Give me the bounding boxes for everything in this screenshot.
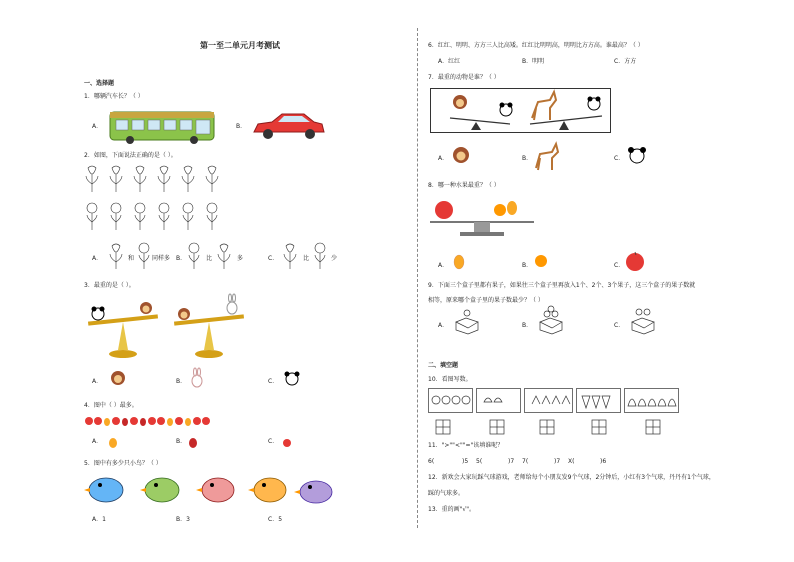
q11-item: 6( — [428, 458, 435, 465]
box-one-fruit-icon — [452, 308, 480, 334]
fruit-balance — [430, 196, 540, 240]
q2-a-and: 和 — [128, 255, 135, 262]
q11-item: )7 — [508, 458, 515, 465]
tulip-row — [84, 164, 234, 194]
q11-item: X( — [568, 458, 575, 465]
section-choice: 一、选择题 — [84, 80, 115, 87]
flower-row — [84, 202, 234, 232]
monkey-icon — [452, 146, 470, 164]
q6-option-b[interactable]: B．明明 — [522, 58, 545, 65]
car-image — [250, 110, 326, 142]
q3-option-a[interactable]: A． — [92, 378, 103, 385]
deer-icon — [534, 142, 560, 172]
q7-text: 7．最重的动物是谁？（ ） — [428, 74, 500, 81]
rabbit-icon — [190, 368, 204, 388]
q12-text-line1: 12．新欢会大家玩踩气球游戏，老师给每个小朋友发9个气球，2分钟后，小红有3个气球，丹丹有1个气球， — [428, 474, 715, 481]
q1-option-b[interactable]: B． — [236, 123, 247, 130]
flower-icon — [134, 242, 154, 270]
q11-item: )6 — [600, 458, 607, 465]
bus-image — [108, 108, 218, 144]
q6-text: 6．红红、明明、方方三人比高矮。红红比明明高，明明比方方高。谁最高？（ ） — [428, 42, 644, 49]
q4-text: 4．图中（ ）最多。 — [84, 402, 138, 409]
tulip-icon — [212, 242, 236, 270]
q2-c-than: 比 — [303, 255, 310, 262]
q2-option-c[interactable]: C． — [268, 255, 279, 262]
bird-row — [84, 470, 334, 508]
q7-option-c[interactable]: C． — [614, 155, 625, 162]
animal-balance-box — [430, 88, 612, 134]
q5-option-a[interactable]: A．1 — [92, 516, 106, 523]
q9-text-line1: 9．下面三个盒子里都有果子，如果往三个盒子里再放入1个、2个、3个果子，这三个盒子的果子数就 — [428, 282, 696, 289]
q8-option-a[interactable]: A． — [438, 262, 449, 269]
q13-text: 13．重的画"√"。 — [428, 506, 475, 513]
q8-text: 8．哪一种水果最重？（ ） — [428, 182, 500, 189]
q4-option-b[interactable]: B． — [176, 438, 187, 445]
q2-c-less: 少 — [331, 255, 338, 262]
q3-option-c[interactable]: C． — [268, 378, 279, 385]
q4-option-c[interactable]: C． — [268, 438, 279, 445]
panda-icon — [628, 146, 646, 164]
pear-icon — [108, 436, 118, 448]
tulip-icon — [104, 242, 128, 270]
panda-icon — [284, 370, 300, 386]
flower-icon — [310, 242, 330, 270]
q11-text: 11．">""<""="该填谁呢？ — [428, 442, 504, 449]
apple-icon — [282, 436, 292, 448]
q9-text-line2: 相等，原来哪个盒子里的果子数最少？（ ） — [428, 297, 544, 304]
q9-option-b[interactable]: B． — [522, 322, 533, 329]
q5-text: 5．图中有多少只小鸟？（ ） — [84, 460, 162, 467]
q4-option-a[interactable]: A． — [92, 438, 103, 445]
q6-option-c[interactable]: C．方方 — [614, 58, 637, 65]
q8-option-c[interactable]: C． — [614, 262, 625, 269]
q8-option-b[interactable]: B． — [522, 262, 533, 269]
q2-a-same: 同样多 — [152, 255, 171, 262]
pear-icon — [452, 252, 466, 270]
orange-icon — [534, 254, 548, 268]
balance-scale-2 — [170, 294, 250, 364]
q9-option-c[interactable]: C． — [614, 322, 625, 329]
q2-b-more: 多 — [237, 255, 244, 262]
balance-scale-1 — [84, 294, 164, 364]
strawberry-icon — [188, 436, 198, 448]
tulip-icon — [278, 242, 302, 270]
q11-item: )7 — [554, 458, 561, 465]
q9-option-a[interactable]: A． — [438, 322, 449, 329]
q5-option-c[interactable]: C．5 — [268, 516, 283, 523]
q3-option-b[interactable]: B． — [176, 378, 187, 385]
right-column — [418, 0, 794, 562]
q12-text-line2: 踩的气球多。 — [428, 490, 465, 497]
fruit-row — [84, 414, 214, 428]
flower-icon — [184, 242, 204, 270]
q7-option-b[interactable]: B． — [522, 155, 533, 162]
box-three-fruit-icon — [536, 306, 564, 334]
box-two-fruit-icon — [628, 306, 656, 334]
q10-text: 10．看图写数。 — [428, 376, 472, 383]
count-picture-table — [428, 388, 680, 442]
q1-option-a[interactable]: A． — [92, 123, 103, 130]
page-title: 第一至二单元月考测试 — [200, 41, 280, 50]
monkey-icon — [110, 370, 126, 386]
q2-option-a[interactable]: A． — [92, 255, 103, 262]
q2-option-b[interactable]: B． — [176, 255, 187, 262]
q11-item: )5 — [462, 458, 469, 465]
q2-b-than: 比 — [206, 255, 213, 262]
q6-option-a[interactable]: A．红红 — [438, 58, 461, 65]
section-fill: 二、填空题 — [428, 362, 459, 369]
q11-item: 5( — [476, 458, 483, 465]
q7-option-a[interactable]: A． — [438, 155, 449, 162]
q2-text: 2．如图，下面说法正确的是（ ）。 — [84, 152, 177, 159]
apple-icon — [624, 250, 646, 272]
q11-item: 7( — [522, 458, 529, 465]
q3-text: 3．最重的是（ ）。 — [84, 282, 135, 289]
q1-text: 1．哪辆汽车长？（ ） — [84, 93, 144, 100]
q5-option-b[interactable]: B．3 — [176, 516, 190, 523]
